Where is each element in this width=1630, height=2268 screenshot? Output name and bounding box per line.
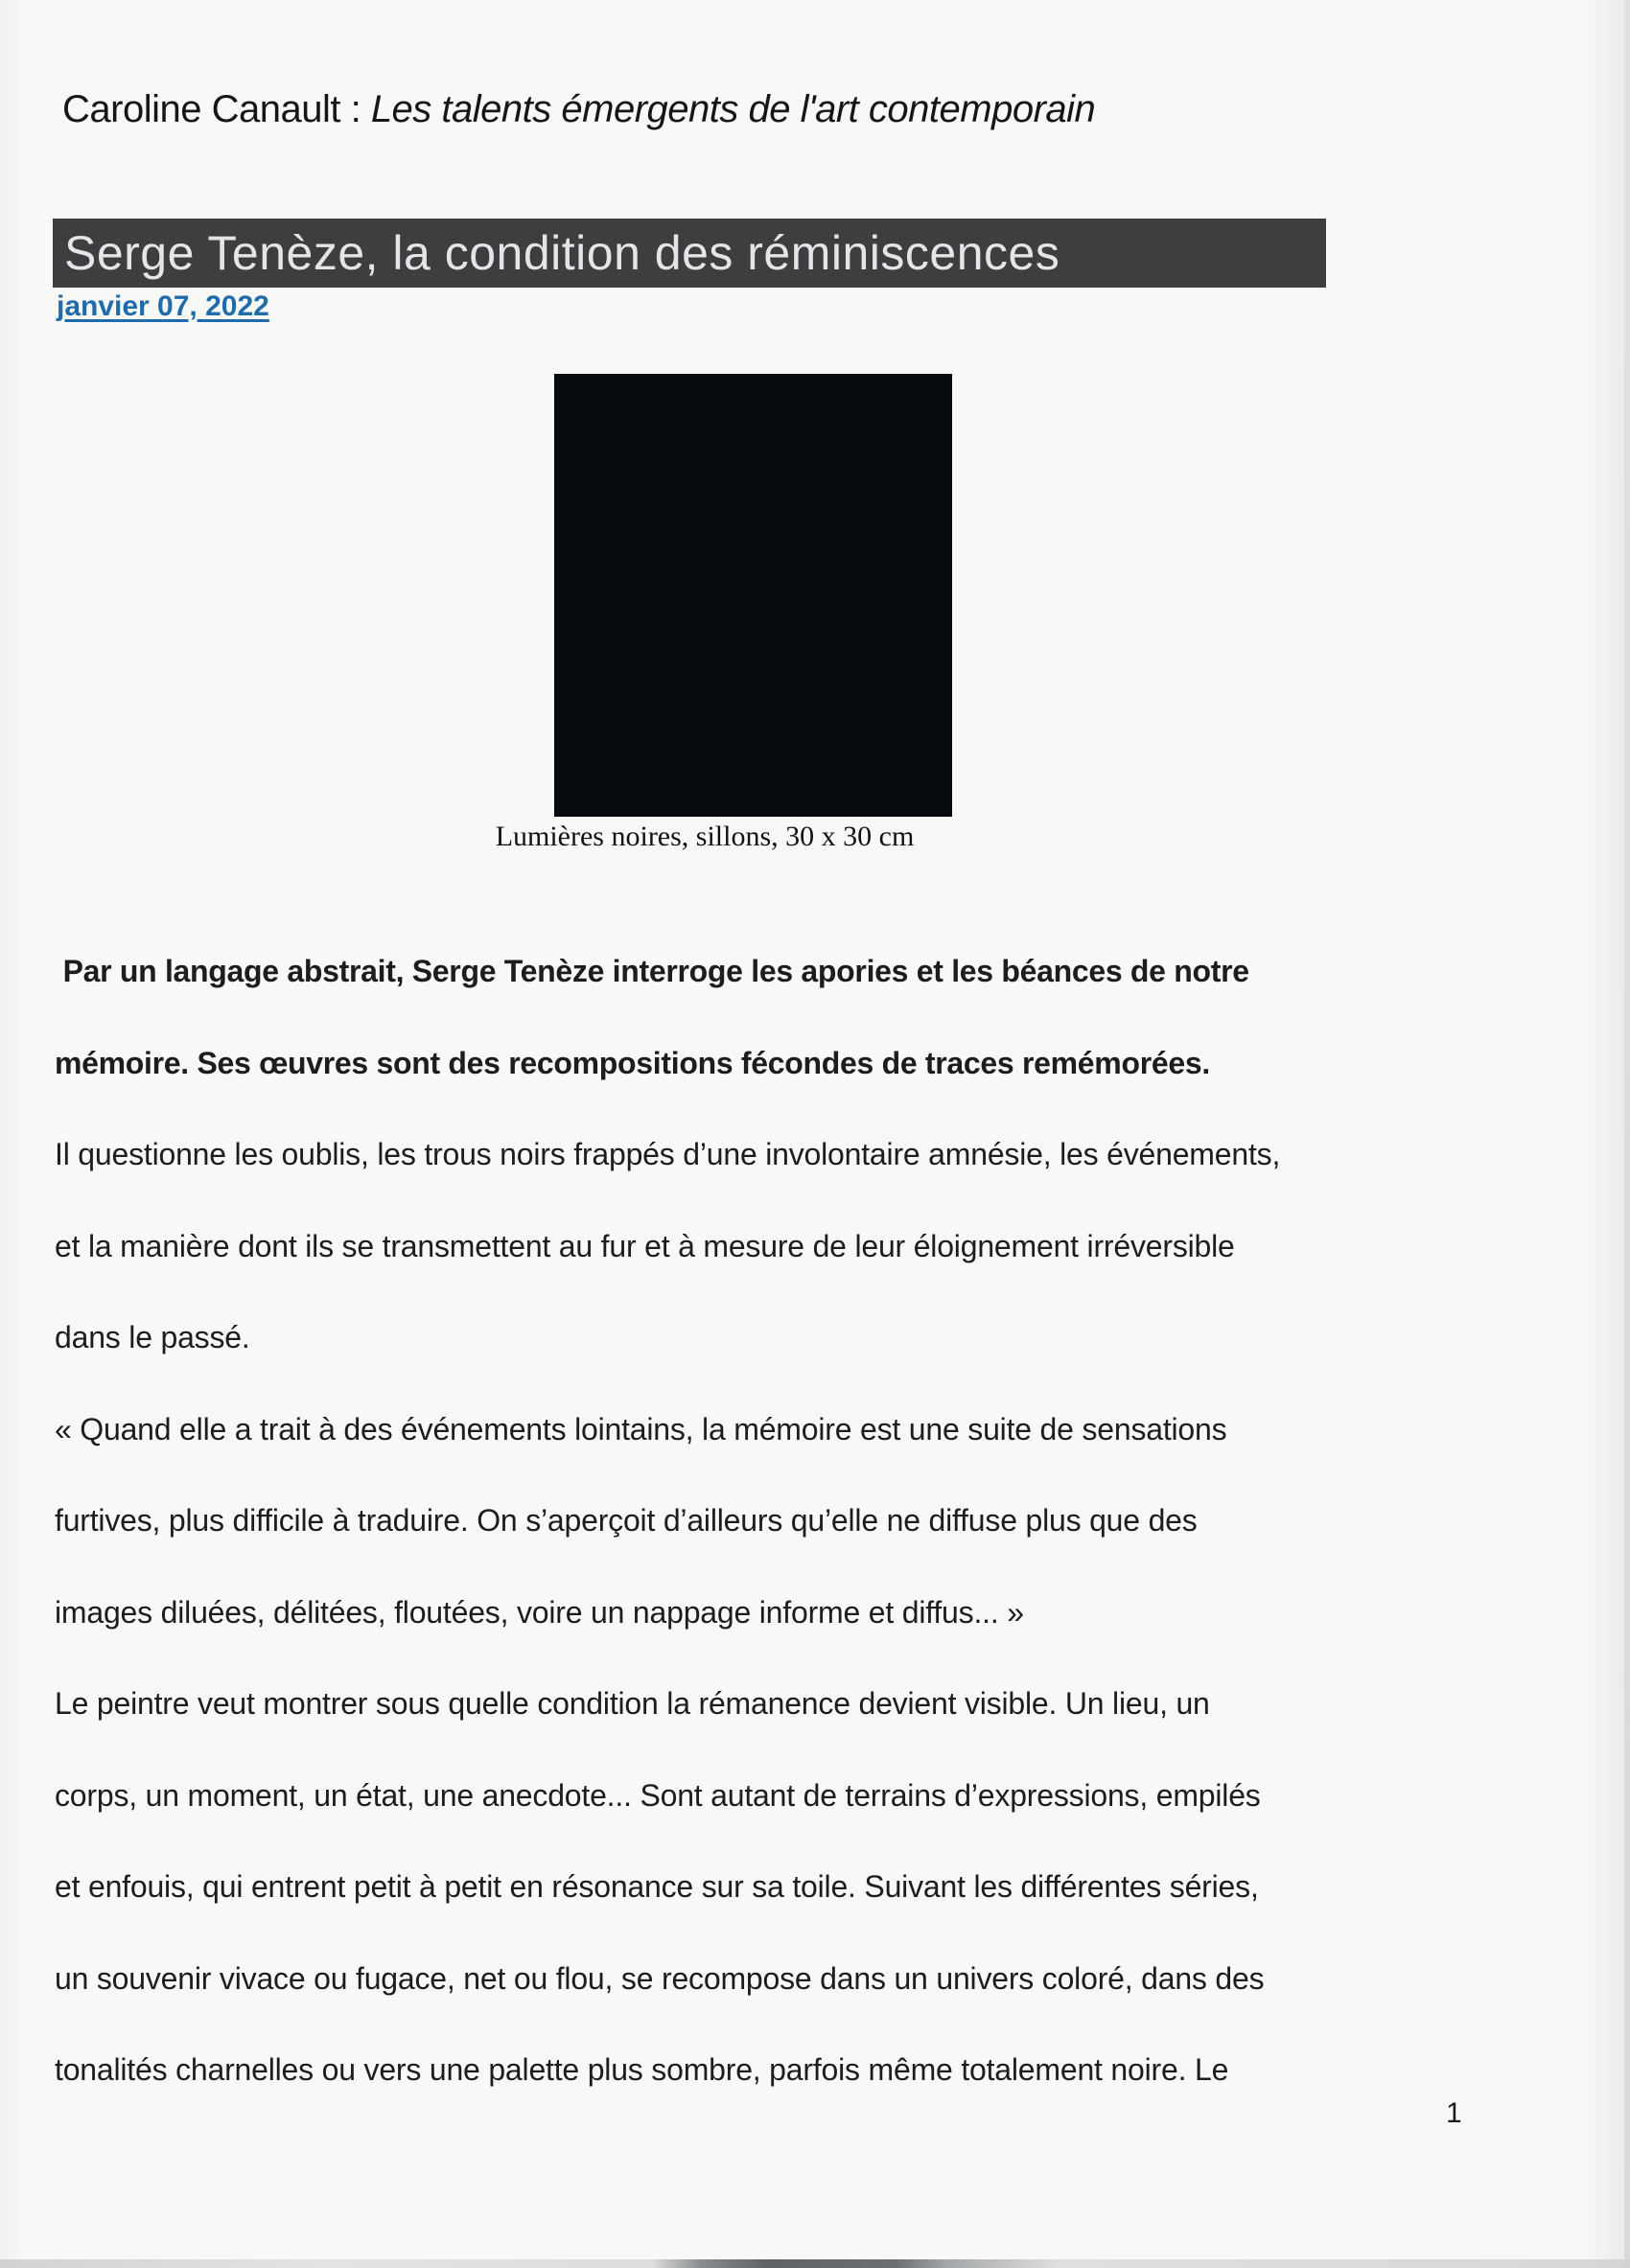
body-line: « Quand elle a trait à des événements lointains, la mémoire est une suite de sensations <box>55 1411 1227 1446</box>
body-line: Le peintre veut montrer sous quelle condition la rémanence devient visible. Un lieu, un <box>55 1686 1210 1721</box>
body-line: et la manière dont ils se transmettent au fur et à mesure de leur éloignement irréversible <box>55 1228 1235 1263</box>
body-line: Par un langage abstrait, Serge Tenèze interroge les apories et les béances de notre <box>55 954 1249 988</box>
body-line: furtives, plus difficile à traduire. On s’aperçoit d’ailleurs qu’elle ne diffuse plus que des <box>55 1503 1198 1538</box>
body-line: tonalités charnelles ou vers une palette plus sombre, parfois même totalement noire. Le <box>55 2052 1229 2087</box>
page-header <box>62 88 1095 131</box>
body-line: corps, un moment, un état, une anecdote... Sont autant de terrains d’expressions, empilés <box>55 1777 1261 1813</box>
body-line: dans le passé. <box>55 1320 250 1354</box>
date-link[interactable]: janvier 07, 2022 <box>57 290 269 322</box>
body-line: et enfouis, qui entrent petit à petit en résonance sur sa toile. Suivant les différentes séries, <box>55 1869 1259 1904</box>
scan-edge-right <box>1624 0 1630 2268</box>
page-number: 1 <box>1446 2097 1462 2129</box>
article-body <box>55 926 1589 2117</box>
artwork-caption: Lumières noires, sillons, 30 x 30 cm <box>495 821 915 852</box>
article-title-banner <box>53 219 1326 288</box>
artwork-image <box>554 374 952 817</box>
body-line: un souvenir vivace ou fugace, net ou flou, se recompose dans un univers coloré, dans des <box>55 1960 1265 1996</box>
scan-edge-bottom <box>0 2259 1630 2268</box>
publication-title: Les talents émergents de l'art contemporain <box>370 88 1096 130</box>
body-line: images diluées, délitées, floutées, voire un nappage informe et diffus... » <box>55 1594 1024 1630</box>
body-line: mémoire. Ses œuvres sont des recompositions fécondes de traces remémorées. <box>55 1045 1210 1080</box>
body-line: Il questionne les oublis, les trous noirs frappés d’une involontaire amnésie, les événements, <box>55 1137 1281 1171</box>
author-name: Caroline Canault : <box>62 88 361 130</box>
article-title: Serge Tenèze, la condition des réminiscences <box>64 226 1060 280</box>
